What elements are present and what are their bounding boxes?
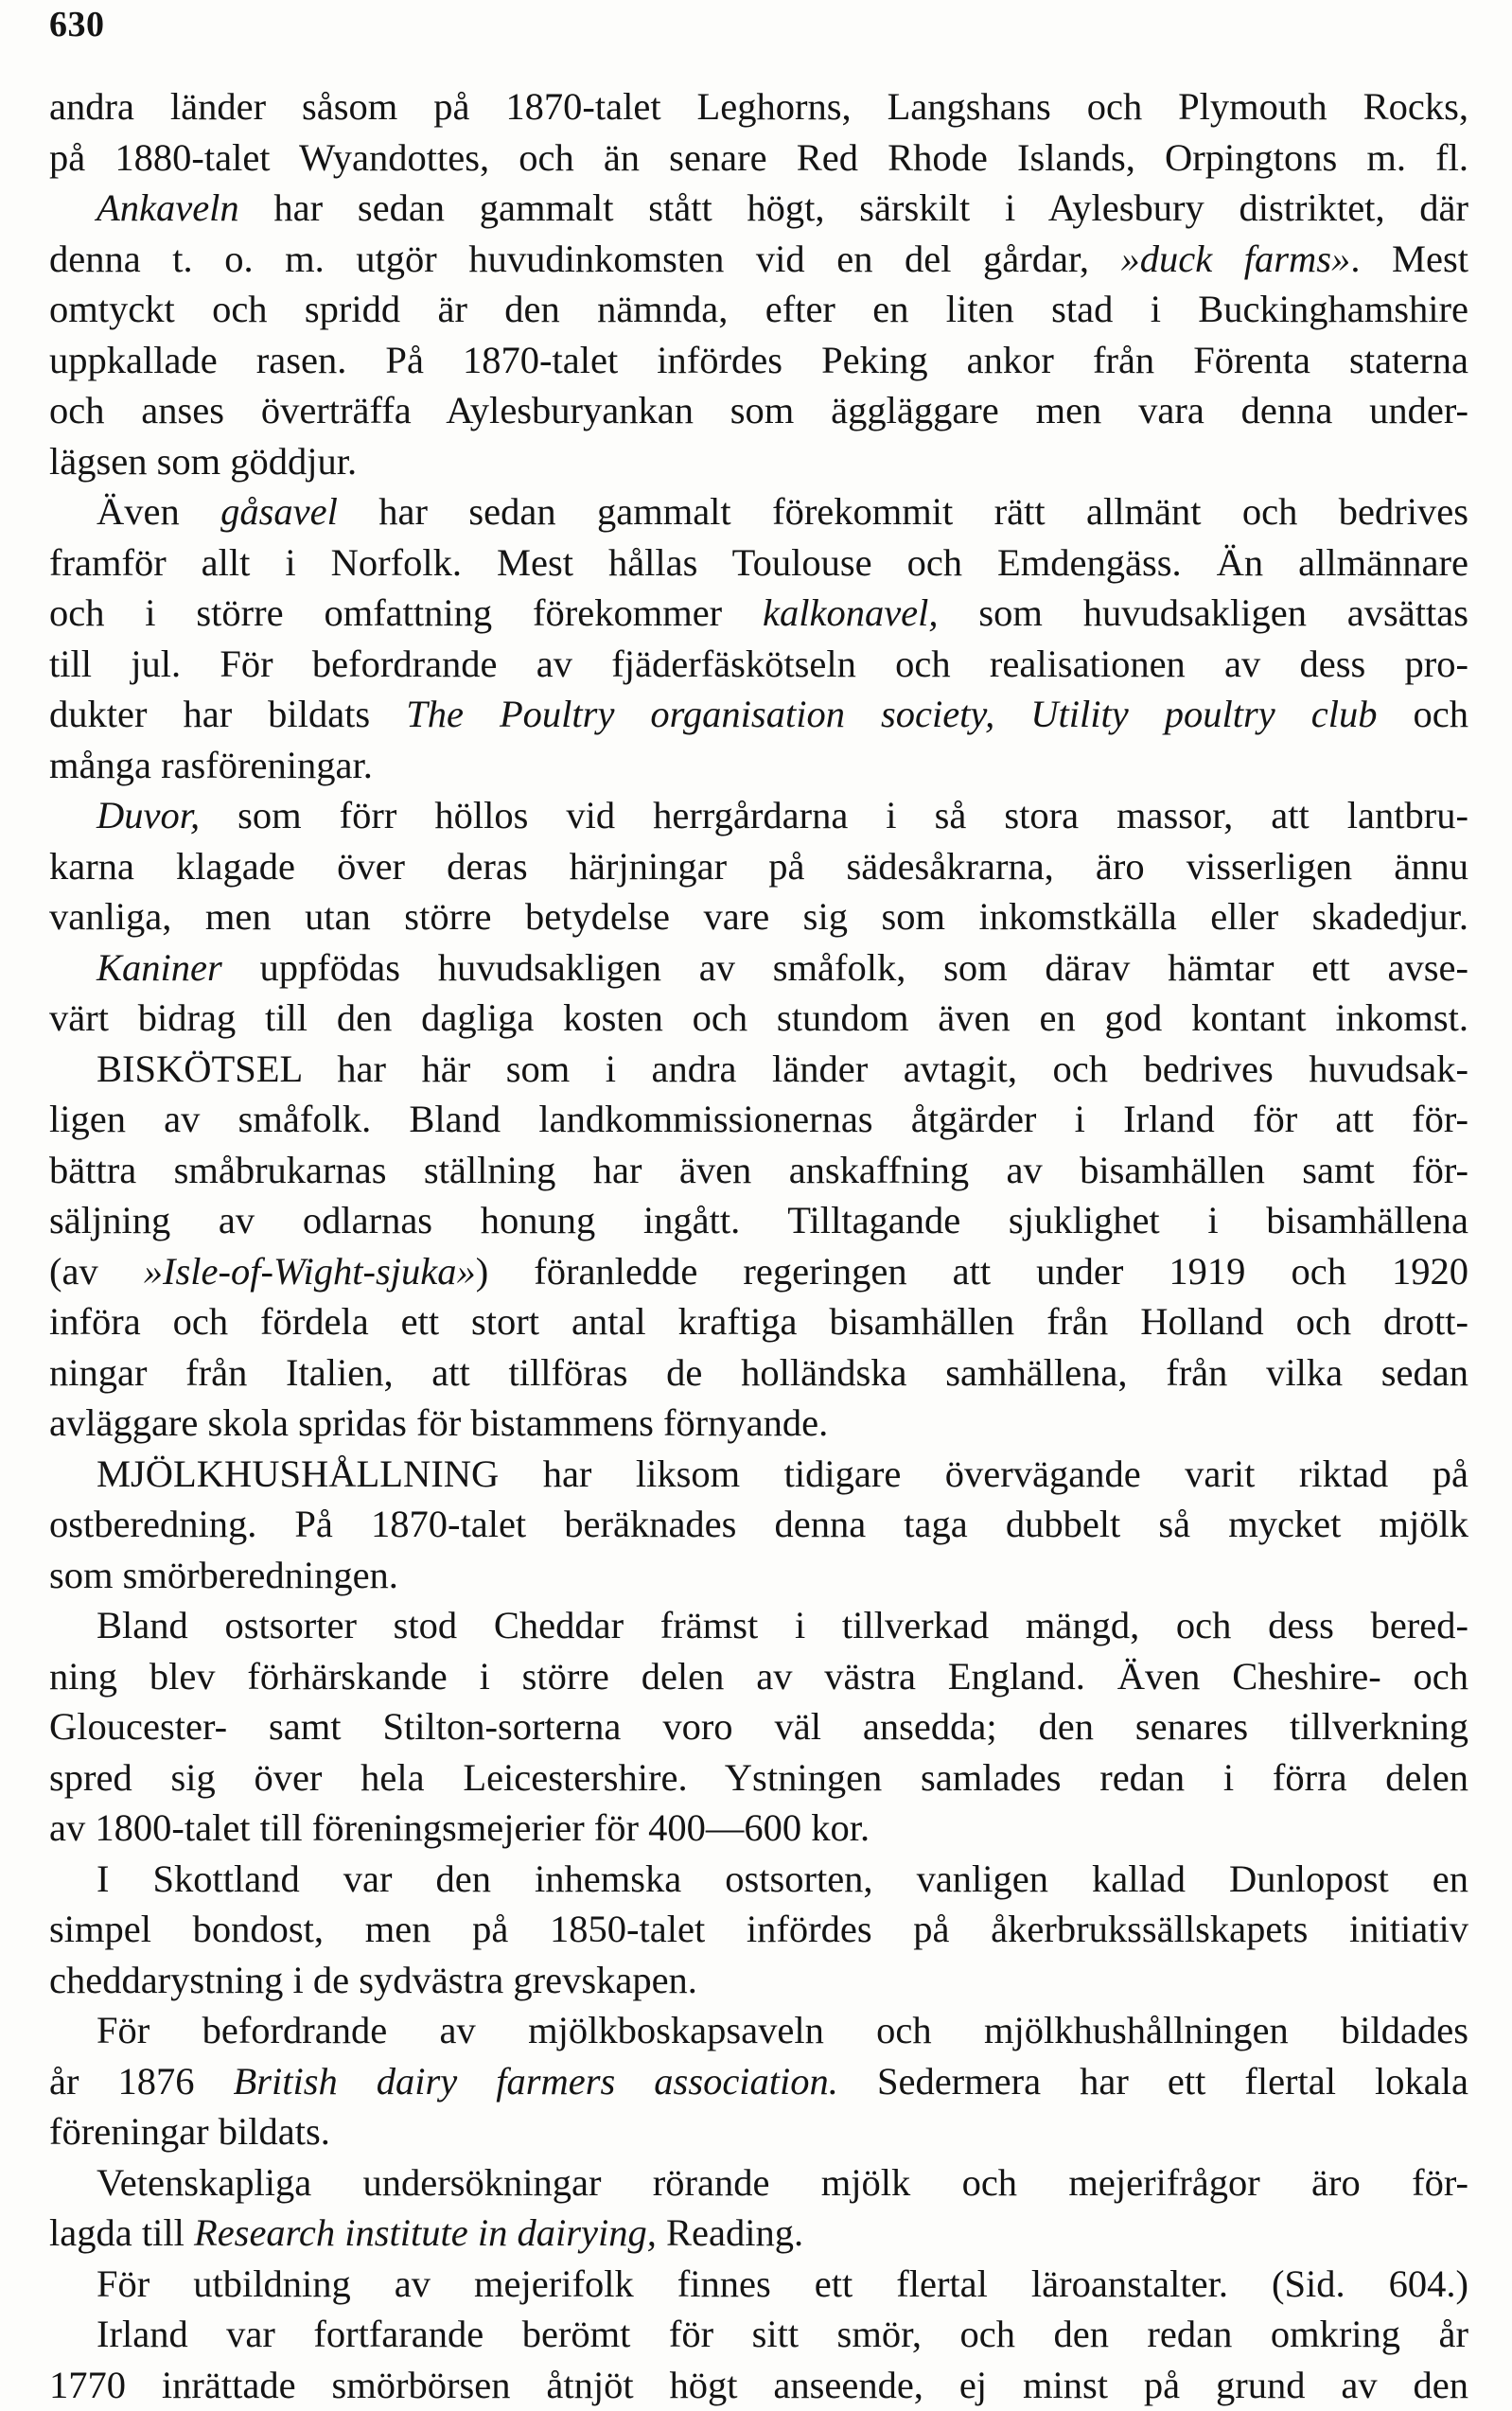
text-line: Irland var fortfarande berömt för sitt smör, och den redan omkring år	[97, 2313, 1468, 2355]
text-line: av 1800-talet till föreningsmejerier för 400—600 kor.	[49, 1806, 870, 1849]
text-line: dukter har bildats The Poultry organisation society, Utility poultry club och	[49, 693, 1468, 735]
text-line: införa och fördela ett stort antal kraftiga bisamhällen från Holland och drott-	[49, 1300, 1468, 1343]
text-line: framför allt i Norfolk. Mest hållas Toulouse och Emdengäss. Än allmännare	[49, 540, 1468, 584]
text-line: och anses överträffa Aylesburyankan som äggläggare men vara denna under-	[49, 389, 1468, 431]
text-line: till jul. För befordrande av fjäderfäskötseln och realisationen av dess pro-	[49, 642, 1468, 685]
text-line: ostberedning. På 1870-talet beräknades denna taga dubbelt så mycket mjölk	[49, 1503, 1468, 1545]
page-number: 630	[49, 5, 105, 44]
text-line: lägsen som göddjur.	[49, 439, 358, 483]
text-line: MJÖLKHUSHÅLLNING har liksom tidigare övervägande varit riktad på	[97, 1452, 1468, 1495]
text-line: För befordrande av mjölkboskapsaveln och mjölkhushållningen bildades	[97, 2009, 1468, 2051]
text-line: Ankaveln har sedan gammalt stått högt, särskilt i Aylesbury distriktet, där	[97, 186, 1468, 229]
body-text	[49, 81, 1468, 2410]
text-line: ning blev förhärskande i större delen av västra England. Även Cheshire- och	[49, 1654, 1468, 1698]
text-line: avläggare skola spridas för bistammens förnyande.	[49, 1401, 829, 1444]
text-line: som smörberedningen.	[49, 1553, 398, 1596]
text-line: bättra småbrukarnas ställning har även anskaffning av bisamhällen samt för-	[49, 1148, 1468, 1191]
text-line: I Skottland var den inhemska ostsorten, vanligen kallad Dunlopost en	[97, 1857, 1468, 1900]
text-line: Bland ostsorter stod Cheddar främst i tillverkad mängd, och dess bered-	[97, 1604, 1468, 1646]
text-line: För utbildning av mejerifolk finnes ett flertal läroanstalter. (Sid. 604.)	[97, 2261, 1468, 2305]
text-line: BISKÖTSEL har här som i andra länder avtagit, och bedrives huvudsak-	[97, 1047, 1468, 1090]
text-line: och i större omfattning förekommer kalkonavel, som huvudsakligen avsättas	[49, 591, 1468, 634]
text-line: simpel bondost, men på 1850-talet infördes på åkerbrukssällskapets initiativ	[49, 1908, 1468, 1950]
text-line: vanliga, men utan större betydelse vare sig som inkomstkälla eller skadedjur.	[49, 895, 1468, 938]
text-line: på 1880-talet Wyandottes, och än senare Red Rhode Islands, Orpingtons m. fl.	[49, 135, 1468, 179]
text-line: föreningar bildats.	[49, 2110, 330, 2153]
text-line: Kaniner uppfödas huvudsakligen av småfolk, som därav hämtar ett avse-	[97, 945, 1468, 989]
text-line: Duvor, som förr höllos vid herrgårdarna i så stora massor, att lantbru-	[97, 794, 1468, 836]
text-line: Gloucester- samt Stilton-sorterna voro väl ansedda; den senares tillverkning	[49, 1705, 1468, 1748]
text-line: ligen av småfolk. Bland landkommissionernas åtgärder i Irland för att för-	[49, 1098, 1468, 1140]
text-line: andra länder såsom på 1870-talet Leghorns, Langshans och Plymouth Rocks,	[49, 85, 1468, 128]
text-line: Även gåsavel har sedan gammalt förekommit rätt allmänt och bedrives	[97, 490, 1468, 533]
text-line: Vetenskapliga undersökningar rörande mjölk och mejerifrågor äro för-	[97, 2160, 1468, 2204]
text-line: cheddarystning i de sydvästra grevskapen.	[49, 1958, 697, 2001]
text-line: denna t. o. m. utgör huvudinkomsten vid en del gårdar, »duck farms». Mest	[49, 237, 1468, 280]
text-line: år 1876 British dairy farmers association. Sedermera har ett flertal lokala	[49, 2059, 1468, 2103]
text-line: spred sig över hela Leicestershire. Ystningen samlades redan i förra delen	[49, 1755, 1468, 1799]
text-line: många rasföreningar.	[49, 743, 373, 786]
text-line: ningar från Italien, att tillföras de holländska samhällena, från vilka sedan	[49, 1350, 1468, 1394]
text-line: uppkallade rasen. På 1870-talet infördes Peking ankor från Förenta staterna	[49, 338, 1468, 381]
text-line: (av »Isle-of-Wight-sjuka») föranledde regeringen att under 1919 och 1920	[49, 1249, 1468, 1293]
text-line: värt bidrag till den dagliga kosten och stundom även en god kontant inkomst.	[49, 996, 1468, 1039]
text-line: säljning av odlarnas honung ingått. Tilltagande sjuklighet i bisamhällena	[49, 1199, 1468, 1241]
text-line: omtyckt och spridd är den nämnda, efter en liten stad i Buckinghamshire	[49, 288, 1468, 330]
text-line: 1770 inrättade smörbörsen åtnjöt högt anseende, ej minst på grund av den	[49, 2363, 1468, 2406]
text-line: lagda till Research institute in dairying, Reading.	[49, 2211, 804, 2254]
text-line: karna klagade över deras härjningar på sädesåkrarna, äro visserligen ännu	[49, 844, 1468, 888]
